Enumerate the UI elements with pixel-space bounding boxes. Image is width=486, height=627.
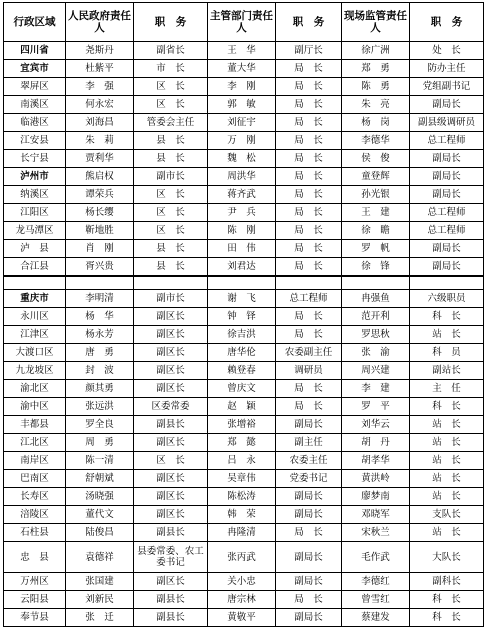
table-row: [4, 240, 484, 258]
gov-responsible-cell: 贾利华: [66, 150, 134, 168]
site-position-cell: 副局长: [410, 96, 484, 114]
dept-position-cell: 副厅长: [276, 42, 342, 60]
dept-responsible-cell: 谢 飞: [208, 290, 276, 308]
dept-responsible-cell: 董大华: [208, 60, 276, 78]
site-responsible-cell: 杨 岗: [342, 114, 410, 132]
table-row: [4, 132, 484, 150]
district-cell: 江津区: [4, 326, 66, 344]
gov-responsible-cell: 唐 勇: [66, 344, 134, 362]
site-responsible-cell: 童登辉: [342, 168, 410, 186]
header-gov-responsible: 人民政府责任人: [66, 3, 134, 42]
site-responsible-cell: 郑 勇: [342, 60, 410, 78]
dept-responsible-cell: 吕 永: [208, 452, 276, 470]
site-position-cell: 总工程师: [410, 204, 484, 222]
table-row: [4, 222, 484, 240]
dept-position-cell: 调研员: [276, 362, 342, 380]
dept-position-cell: 局 长: [276, 524, 342, 542]
header-site-position: 职 务: [410, 3, 484, 42]
gov-responsible-cell: 李 强: [66, 78, 134, 96]
dept-responsible-cell: 张增裕: [208, 416, 276, 434]
site-responsible-cell: 周兴建: [342, 362, 410, 380]
gov-responsible-cell: 刘新民: [66, 591, 134, 609]
dept-responsible-cell: 郭 敏: [208, 96, 276, 114]
dept-position-cell: 局 长: [276, 326, 342, 344]
district-cell: 四川省: [4, 42, 66, 60]
district-cell: 长寿区: [4, 488, 66, 506]
dept-responsible-cell: 刘征宇: [208, 114, 276, 132]
table-row: [4, 416, 484, 434]
dept-responsible-cell: 吴章伟: [208, 470, 276, 488]
site-position-cell: 科 长: [410, 609, 484, 627]
gov-position-cell: 县 长: [134, 150, 208, 168]
dept-responsible-cell: 魏 松: [208, 150, 276, 168]
site-position-cell: 副县级调研员: [410, 114, 484, 132]
gov-position-cell: 副市长: [134, 168, 208, 186]
site-position-cell: 站 长: [410, 326, 484, 344]
gov-responsible-cell: 张国建: [66, 573, 134, 591]
dept-position-cell: 局 长: [276, 240, 342, 258]
gov-responsible-cell: 周 勇: [66, 434, 134, 452]
site-position-cell: 副科长: [410, 573, 484, 591]
dept-responsible-cell: 钟 铎: [208, 308, 276, 326]
site-position-cell: 站 长: [410, 452, 484, 470]
gov-responsible-cell: 刘海昌: [66, 114, 134, 132]
dept-position-cell: 副局长: [276, 488, 342, 506]
site-responsible-cell: 李德红: [342, 573, 410, 591]
gov-position-cell: 副区长: [134, 362, 208, 380]
gov-responsible-cell: 杨长缨: [66, 204, 134, 222]
gov-position-cell: 县 长: [134, 240, 208, 258]
dept-responsible-cell: 曾庆文: [208, 380, 276, 398]
dept-responsible-cell: 陈松涛: [208, 488, 276, 506]
gov-responsible-cell: 袁德祥: [66, 542, 134, 573]
site-position-cell: 站 长: [410, 416, 484, 434]
table-header-row: [4, 3, 484, 42]
table-row: [4, 308, 484, 326]
table-row: [4, 150, 484, 168]
gov-position-cell: 副区长: [134, 470, 208, 488]
district-cell: 万州区: [4, 573, 66, 591]
gov-position-cell: 区 长: [134, 204, 208, 222]
separator-cell: [134, 276, 208, 290]
gov-position-cell: 县 长: [134, 258, 208, 277]
gov-responsible-cell: 董代文: [66, 506, 134, 524]
site-position-cell: 副站长: [410, 362, 484, 380]
district-cell: 云阳县: [4, 591, 66, 609]
table-row: [4, 524, 484, 542]
dept-responsible-cell: 刘君达: [208, 258, 276, 277]
header-site-responsible: 现场监管责任人: [342, 3, 410, 42]
site-position-cell: 科 长: [410, 308, 484, 326]
gov-responsible-cell: 罗全良: [66, 416, 134, 434]
site-position-cell: 科 长: [410, 591, 484, 609]
gov-responsible-cell: 张远洪: [66, 398, 134, 416]
dept-position-cell: 局 长: [276, 168, 342, 186]
table-body: [4, 42, 484, 627]
gov-position-cell: 副区长: [134, 434, 208, 452]
dept-position-cell: 局 长: [276, 258, 342, 277]
table-row: [4, 96, 484, 114]
site-responsible-cell: 曾雪红: [342, 591, 410, 609]
gov-responsible-cell: 汤晓强: [66, 488, 134, 506]
site-responsible-cell: 侯 俊: [342, 150, 410, 168]
gov-responsible-cell: 谭荣兵: [66, 186, 134, 204]
site-position-cell: 主 任: [410, 380, 484, 398]
dept-position-cell: 局 长: [276, 380, 342, 398]
table-row: [4, 326, 484, 344]
gov-position-cell: 区 长: [134, 78, 208, 96]
gov-responsible-cell: 尧斯丹: [66, 42, 134, 60]
table-row: [4, 609, 484, 627]
site-position-cell: 站 长: [410, 470, 484, 488]
dept-position-cell: 局 长: [276, 132, 342, 150]
site-responsible-cell: 陈 勇: [342, 78, 410, 96]
site-position-cell: 六级职员: [410, 290, 484, 308]
gov-responsible-cell: 张 迁: [66, 609, 134, 627]
site-position-cell: 科 长: [410, 398, 484, 416]
district-cell: 合江县: [4, 258, 66, 277]
site-position-cell: 支队长: [410, 506, 484, 524]
dept-responsible-cell: 黄敬平: [208, 609, 276, 627]
table-row: [4, 60, 484, 78]
site-responsible-cell: 王 建: [342, 204, 410, 222]
dept-responsible-cell: 徐吉洪: [208, 326, 276, 344]
dept-responsible-cell: 王 华: [208, 42, 276, 60]
dept-responsible-cell: 田 伟: [208, 240, 276, 258]
gov-position-cell: 副区长: [134, 326, 208, 344]
gov-position-cell: 区委常委: [134, 398, 208, 416]
table-row: [4, 452, 484, 470]
table-row: [4, 42, 484, 60]
district-cell: 翠屏区: [4, 78, 66, 96]
table-row: [4, 380, 484, 398]
separator-cell: [342, 276, 410, 290]
site-position-cell: 站 长: [410, 524, 484, 542]
site-responsible-cell: 罗思秋: [342, 326, 410, 344]
district-cell: 石柱县: [4, 524, 66, 542]
district-cell: 南岸区: [4, 452, 66, 470]
district-cell: 江安县: [4, 132, 66, 150]
site-position-cell: 副局长: [410, 186, 484, 204]
dept-responsible-cell: 陈 刚: [208, 222, 276, 240]
site-position-cell: 党组副书记: [410, 78, 484, 96]
dept-position-cell: 党委书记: [276, 470, 342, 488]
site-position-cell: 总工程师: [410, 132, 484, 150]
district-cell: 巴南区: [4, 470, 66, 488]
site-responsible-cell: 李 建: [342, 380, 410, 398]
gov-position-cell: 区 长: [134, 186, 208, 204]
header-dept-responsible: 主管部门责任人: [208, 3, 276, 42]
district-cell: 丰都县: [4, 416, 66, 434]
dept-position-cell: 副局长: [276, 506, 342, 524]
dept-responsible-cell: 关小忠: [208, 573, 276, 591]
separator-cell: [208, 276, 276, 290]
dept-position-cell: 总工程师: [276, 290, 342, 308]
gov-responsible-cell: 熊启权: [66, 168, 134, 186]
gov-responsible-cell: 朱 莉: [66, 132, 134, 150]
table-row: [4, 78, 484, 96]
site-responsible-cell: 范开利: [342, 308, 410, 326]
dept-position-cell: 局 长: [276, 96, 342, 114]
district-cell: 泸州市: [4, 168, 66, 186]
dept-responsible-cell: 万 刚: [208, 132, 276, 150]
header-dept-position: 职 务: [276, 3, 342, 42]
table-row: [4, 168, 484, 186]
dept-position-cell: 农委副主任: [276, 344, 342, 362]
site-position-cell: 副局长: [410, 168, 484, 186]
site-responsible-cell: 徐 锋: [342, 258, 410, 277]
dept-position-cell: 农委主任: [276, 452, 342, 470]
gov-position-cell: 副省长: [134, 42, 208, 60]
dept-responsible-cell: 郑 懿: [208, 434, 276, 452]
district-cell: 忠 县: [4, 542, 66, 573]
dept-responsible-cell: 唐宗林: [208, 591, 276, 609]
site-responsible-cell: 徐 瞻: [342, 222, 410, 240]
gov-position-cell: 管委会主任: [134, 114, 208, 132]
dept-responsible-cell: 唐华伦: [208, 344, 276, 362]
gov-position-cell: 副县长: [134, 524, 208, 542]
gov-position-cell: 县委常委、农工委书记: [134, 542, 208, 573]
dept-position-cell: 局 长: [276, 60, 342, 78]
district-cell: 九龙坡区: [4, 362, 66, 380]
gov-position-cell: 副区长: [134, 506, 208, 524]
site-responsible-cell: 朱 亮: [342, 96, 410, 114]
site-position-cell: 副局长: [410, 240, 484, 258]
gov-responsible-cell: 李明清: [66, 290, 134, 308]
site-responsible-cell: 胡孝华: [342, 452, 410, 470]
district-cell: 江阳区: [4, 204, 66, 222]
gov-position-cell: 副区长: [134, 380, 208, 398]
section-separator-row: [4, 276, 484, 290]
responsibility-table: [3, 2, 484, 627]
site-responsible-cell: 罗 平: [342, 398, 410, 416]
gov-responsible-cell: 陈一清: [66, 452, 134, 470]
dept-position-cell: 局 长: [276, 222, 342, 240]
district-cell: 江北区: [4, 434, 66, 452]
gov-responsible-cell: 颜其勇: [66, 380, 134, 398]
site-responsible-cell: 蔡建发: [342, 609, 410, 627]
gov-position-cell: 副县长: [134, 609, 208, 627]
gov-responsible-cell: 肖 刚: [66, 240, 134, 258]
dept-position-cell: 副局长: [276, 542, 342, 573]
site-responsible-cell: 宋秋兰: [342, 524, 410, 542]
table-row: [4, 114, 484, 132]
site-responsible-cell: 毛作武: [342, 542, 410, 573]
gov-position-cell: 区 长: [134, 96, 208, 114]
gov-responsible-cell: 靳地胜: [66, 222, 134, 240]
site-responsible-cell: 张 渝: [342, 344, 410, 362]
dept-position-cell: 局 长: [276, 150, 342, 168]
district-cell: 奉节县: [4, 609, 66, 627]
gov-responsible-cell: 杨永芳: [66, 326, 134, 344]
separator-cell: [410, 276, 484, 290]
site-position-cell: 防办主任: [410, 60, 484, 78]
dept-responsible-cell: 尹 兵: [208, 204, 276, 222]
gov-responsible-cell: 何永宏: [66, 96, 134, 114]
dept-position-cell: 局 长: [276, 78, 342, 96]
dept-position-cell: 局 长: [276, 186, 342, 204]
table-row: [4, 488, 484, 506]
site-position-cell: 副局长: [410, 258, 484, 277]
site-responsible-cell: 胡 丹: [342, 434, 410, 452]
gov-responsible-cell: 杜紫平: [66, 60, 134, 78]
site-position-cell: 副局长: [410, 150, 484, 168]
dept-responsible-cell: 冉隆清: [208, 524, 276, 542]
gov-position-cell: 县 长: [134, 132, 208, 150]
site-responsible-cell: 孙光银: [342, 186, 410, 204]
dept-responsible-cell: 李 刚: [208, 78, 276, 96]
gov-position-cell: 副市长: [134, 290, 208, 308]
site-position-cell: 处 长: [410, 42, 484, 60]
site-responsible-cell: 李德华: [342, 132, 410, 150]
gov-position-cell: 区 长: [134, 222, 208, 240]
district-cell: 永川区: [4, 308, 66, 326]
gov-position-cell: 副县长: [134, 591, 208, 609]
site-responsible-cell: 冉强鱼: [342, 290, 410, 308]
table-row: [4, 362, 484, 380]
separator-cell: [4, 276, 66, 290]
gov-responsible-cell: 封 波: [66, 362, 134, 380]
site-responsible-cell: 刘华云: [342, 416, 410, 434]
site-responsible-cell: 黄洪岭: [342, 470, 410, 488]
dept-responsible-cell: 张丙武: [208, 542, 276, 573]
district-cell: 重庆市: [4, 290, 66, 308]
table-row: [4, 573, 484, 591]
gov-position-cell: 副区长: [134, 308, 208, 326]
gov-position-cell: 副区长: [134, 573, 208, 591]
dept-position-cell: 副局长: [276, 573, 342, 591]
gov-responsible-cell: 杨 华: [66, 308, 134, 326]
separator-cell: [276, 276, 342, 290]
table-row: [4, 290, 484, 308]
table-row: [4, 186, 484, 204]
district-cell: 泸 县: [4, 240, 66, 258]
district-cell: 大渡口区: [4, 344, 66, 362]
gov-position-cell: 副区长: [134, 344, 208, 362]
site-position-cell: 科 员: [410, 344, 484, 362]
table-row: [4, 398, 484, 416]
gov-position-cell: 副区长: [134, 488, 208, 506]
site-responsible-cell: 邓晓军: [342, 506, 410, 524]
district-cell: 宜宾市: [4, 60, 66, 78]
header-district: 行政区域: [4, 3, 66, 42]
dept-responsible-cell: 周洪华: [208, 168, 276, 186]
dept-position-cell: 局 长: [276, 308, 342, 326]
site-responsible-cell: 罗 帆: [342, 240, 410, 258]
table-row: [4, 470, 484, 488]
district-cell: 临港区: [4, 114, 66, 132]
district-cell: 渝北区: [4, 380, 66, 398]
dept-position-cell: 局 长: [276, 114, 342, 132]
gov-responsible-cell: 陆俊昌: [66, 524, 134, 542]
district-cell: 龙马潭区: [4, 222, 66, 240]
site-position-cell: 总工程师: [410, 222, 484, 240]
separator-cell: [66, 276, 134, 290]
dept-responsible-cell: 韩 荣: [208, 506, 276, 524]
dept-responsible-cell: 赵 颖: [208, 398, 276, 416]
site-position-cell: 站 长: [410, 488, 484, 506]
gov-position-cell: 区 长: [134, 452, 208, 470]
dept-position-cell: 局 长: [276, 398, 342, 416]
district-cell: 南溪区: [4, 96, 66, 114]
table-row: [4, 204, 484, 222]
site-responsible-cell: 徐广洲: [342, 42, 410, 60]
gov-responsible-cell: 舒朝斌: [66, 470, 134, 488]
site-position-cell: 站 长: [410, 434, 484, 452]
gov-position-cell: 副县长: [134, 416, 208, 434]
district-cell: 渝中区: [4, 398, 66, 416]
table-row: [4, 344, 484, 362]
site-responsible-cell: 廖梦南: [342, 488, 410, 506]
dept-position-cell: 副局长: [276, 416, 342, 434]
gov-responsible-cell: 胥兴贵: [66, 258, 134, 277]
district-cell: 涪陵区: [4, 506, 66, 524]
header-gov-position: 职 务: [134, 3, 208, 42]
table-row: [4, 434, 484, 452]
table-row: [4, 542, 484, 573]
table-row: [4, 506, 484, 524]
dept-position-cell: 局 长: [276, 204, 342, 222]
dept-position-cell: 副主任: [276, 434, 342, 452]
district-cell: 长宁县: [4, 150, 66, 168]
district-cell: 纳溪区: [4, 186, 66, 204]
dept-responsible-cell: 蒋齐武: [208, 186, 276, 204]
gov-position-cell: 市 长: [134, 60, 208, 78]
dept-position-cell: 局 长: [276, 591, 342, 609]
table-row: [4, 258, 484, 277]
site-position-cell: 大队长: [410, 542, 484, 573]
dept-position-cell: 副局长: [276, 609, 342, 627]
dept-responsible-cell: 赖登春: [208, 362, 276, 380]
